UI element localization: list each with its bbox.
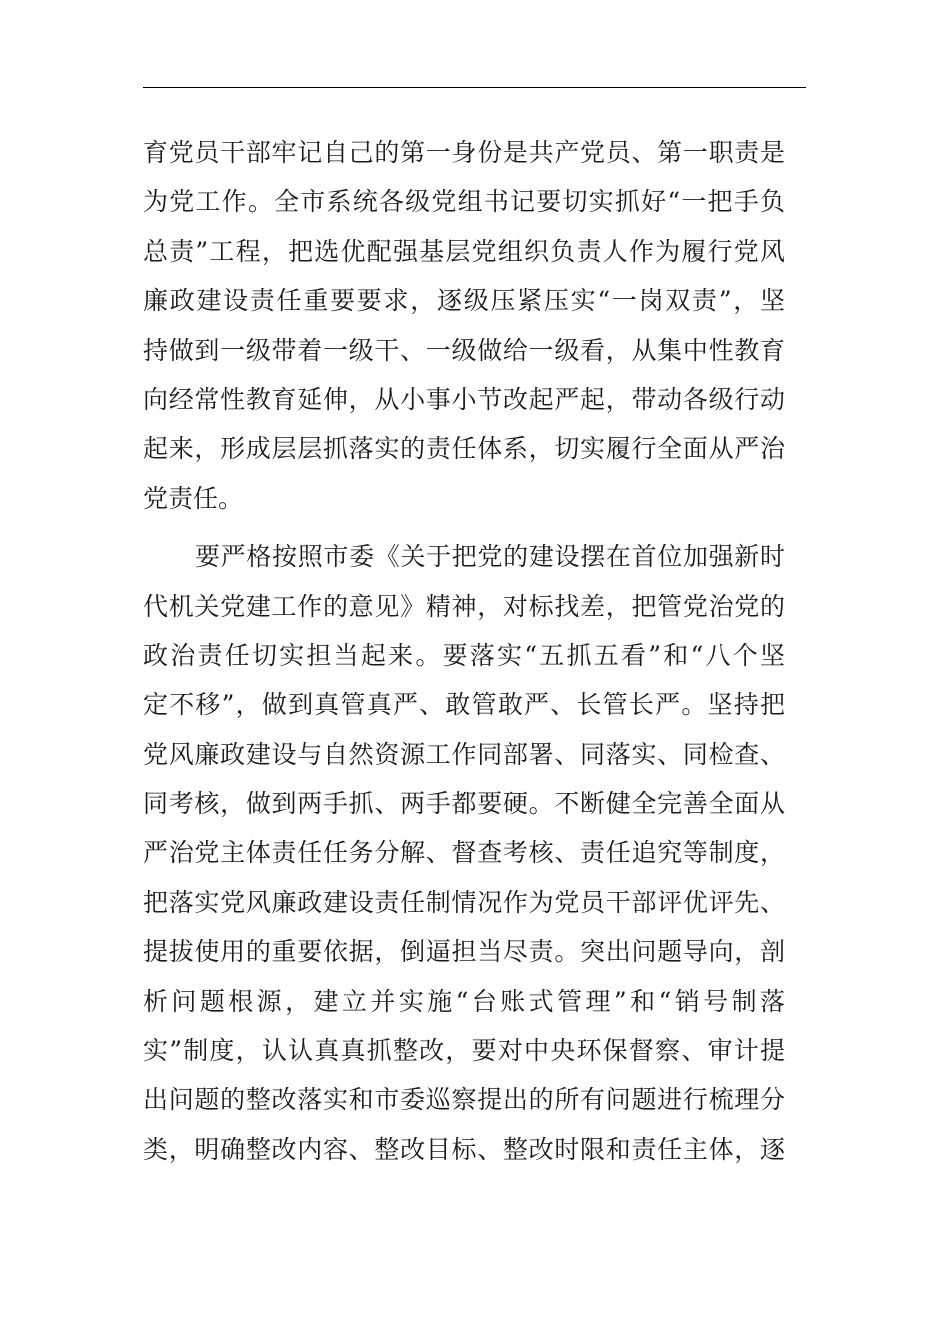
text-line: 总责”工程，把选优配强基层党组织负责人作为履行党风 (143, 236, 785, 266)
text-line: 同考核，做到两手抓、两手都要硬。不断健全完善全面从 (143, 789, 785, 819)
text-line: 提拔使用的重要依据，倒逼担当尽责。突出问题导向，剖 (143, 937, 785, 967)
text-line: 出问题的整改落实和市委巡察提出的所有问题进行梳理分 (143, 1085, 785, 1115)
text-line: 定不移”，做到真管真严、敢管敢严、长管长严。坚持把 (143, 690, 785, 720)
text-line: 要严格按照市委《关于把党的建设摆在首位加强新时 (195, 542, 785, 572)
text-line: 实”制度，认认真真抓整改，要对中央环保督察、审计提 (143, 1036, 785, 1066)
paragraph-1 (143, 128, 785, 523)
header-rule (143, 87, 806, 88)
text-line: 政治责任切实担当起来。要落实“五抓五看”和“八个坚 (143, 640, 785, 670)
paragraph-2 (143, 532, 785, 1174)
paragraph-spacing (143, 523, 785, 532)
text-line: 廉政建设责任重要要求，逐级压紧压实“一岗双责”，坚 (143, 286, 785, 316)
text-line: 把落实党风廉政建设责任制情况作为党员干部评优评先、 (143, 887, 785, 917)
text-line: 代机关党建工作的意见》精神，对标找差，把管党治党的 (143, 591, 785, 621)
text-line: 党风廉政建设与自然资源工作同部署、同落实、同检查、 (143, 739, 785, 769)
text-line: 类，明确整改内容、整改目标、整改时限和责任主体，逐 (143, 1134, 785, 1164)
text-line: 为党工作。全市系统各级党组书记要切实抓好“一把手负 (143, 187, 785, 217)
body-text (143, 128, 785, 1174)
text-line: 向经常性教育延伸，从小事小节改起严起，带动各级行动 (143, 384, 785, 414)
text-line: 育党员干部牢记自己的第一身份是共产党员、第一职责是 (143, 138, 785, 167)
text-line: 持做到一级带着一级干、一级做给一级看，从集中性教育 (143, 335, 785, 365)
text-line: 析问题根源，建立并实施“台账式管理”和“销号制落 (143, 986, 785, 1016)
text-line: 严治党主体责任任务分解、督查考核、责任追究等制度， (143, 838, 785, 868)
text-line: 起来，形成层层抓落实的责任体系，切实履行全面从严治 (143, 434, 785, 464)
text-line: 党责任。 (143, 483, 244, 513)
